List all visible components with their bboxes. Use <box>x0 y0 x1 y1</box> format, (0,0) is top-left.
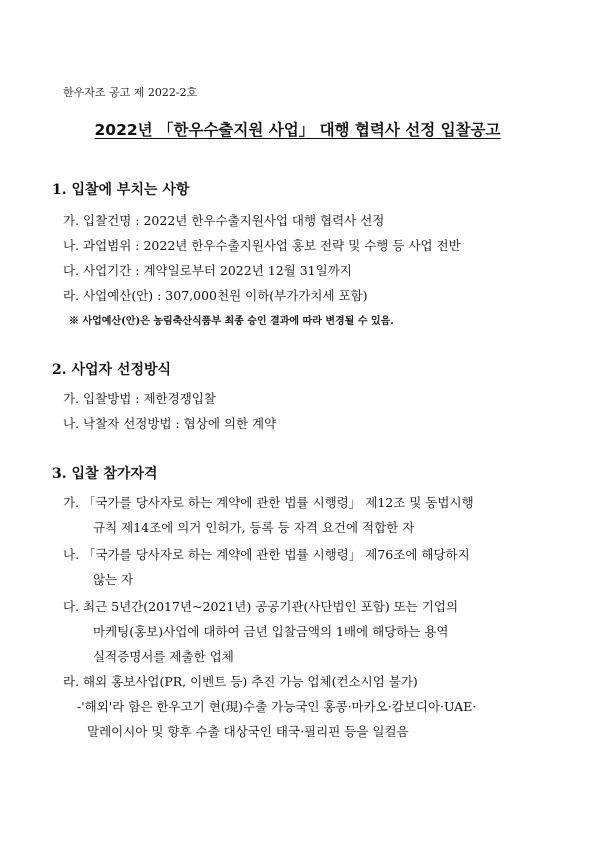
section-3-item-c-line-2: 마케팅(홍보)사업에 대하여 금년 입찰금액의 1배에 해당하는 용역 <box>93 624 449 639</box>
section-1-item-b: 나. 과업범위 : 2022년 한우수출지원사업 홍보 전략 및 수행 등 사업 전반 <box>63 238 461 253</box>
section-3-item-a-line-2: 규칙 제14조에 의거 인허가, 등록 등 자격 요건에 적합한 자 <box>93 520 415 535</box>
section-1-item-c: 다. 사업기간 : 계약일로부터 2022년 12월 31일까지 <box>63 263 352 278</box>
section-1-budget-note: ※ 사업예산(안)은 농림축산식품부 최종 승인 결과에 따라 변경될 수 있음. <box>69 316 394 327</box>
section-1-item-a: 가. 입찰건명 : 2022년 한우수출지원사업 대행 협력사 선정 <box>63 213 385 228</box>
section-2-item-b: 나. 낙찰자 선정방법 : 협상에 의한 계약 <box>63 416 277 431</box>
section-2-heading: 2. 사업자 선정방식 <box>52 362 172 378</box>
section-3-item-d: 라. 해외 홍보사업(PR, 이벤트 등) 추진 가능 업체(컨소시엄 불가) <box>63 674 418 689</box>
section-3-item-b-line-2: 않는 자 <box>93 572 134 587</box>
section-3-item-a-line-1: 가. 「국가를 당사자로 하는 계약에 관한 법률 시행령」 제12조 및 동법시행 <box>63 495 474 510</box>
section-3-item-c-line-1: 다. 최근 5년간(2017년~2021년) 공공기관(사단법인 포함) 또는 기업의 <box>63 599 459 614</box>
section-3-item-d-note-line-1: -'해외'라 함은 한우고기 현(現)수출 가능국인 홍콩·마카오·캄보디아·UAE· <box>77 699 477 714</box>
document-title: 2022년 「한우수출지원 사업」 대행 협력사 선정 입찰공고 <box>94 121 501 139</box>
section-3-item-c-line-3: 실적증명서를 제출한 업체 <box>93 649 234 664</box>
section-1-heading: 1. 입찰에 부치는 사항 <box>52 182 190 198</box>
section-3-item-d-note-line-2: 말레이시아 및 향후 수출 대상국인 태국·필리핀 등을 일컬음 <box>87 724 409 739</box>
section-2-item-a: 가. 입찰방법 : 제한경쟁입찰 <box>63 391 216 406</box>
section-3-heading: 3. 입찰 참가자격 <box>52 466 158 482</box>
section-1-item-d: 라. 사업예산(안) : 307,000천원 이하(부가가치세 포함) <box>63 288 368 303</box>
section-3-item-b-line-1: 나. 「국가를 당사자로 하는 계약에 관한 법률 시행령」 제76조에 해당하지 <box>63 547 470 562</box>
notice-reference-number: 한우자조 공고 제 2022-2호 <box>63 86 198 99</box>
